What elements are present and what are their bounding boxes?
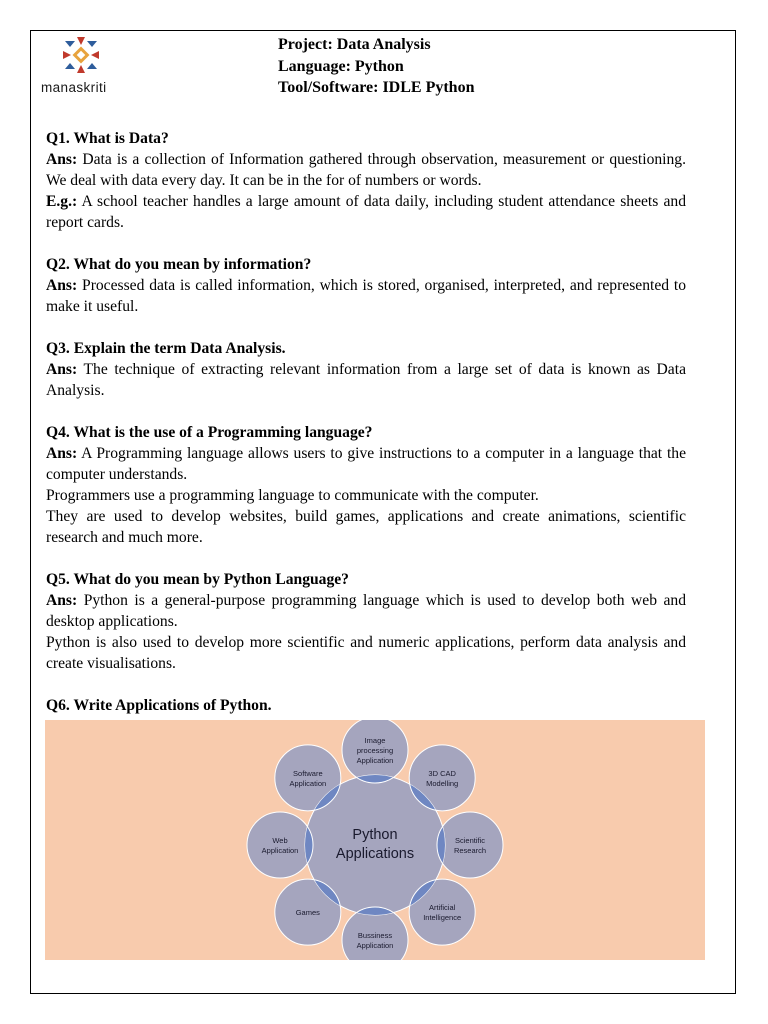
answer-text: A Programming language allows users to give instructions to a computer in a language that the computer understands. [46, 445, 686, 483]
answer-text: Processed data is called information, which is stored, organised, interpreted, and represented to make it useful. [46, 277, 686, 315]
question-6: Q6. Write Applications of Python. [46, 697, 272, 714]
project-title: Project: Data Analysis [278, 36, 431, 53]
node-label: Artificial [429, 903, 456, 913]
logo-text: manaskriti [41, 80, 107, 95]
qa-content [46, 128, 686, 737]
answer-text: Data is a collection of Information gathered through observation, measurement or questioning. We deal with data every day. It can be in the for of numbers or words. [46, 151, 686, 189]
qa-block-1 [46, 128, 686, 233]
ans-label: Ans: [46, 151, 78, 168]
node-circle-6 [247, 812, 313, 878]
tool-title: Tool/Software: IDLE Python [278, 79, 475, 96]
example-text: A school teacher handles a large amount of data daily, including student attendance sheets and report cards. [46, 193, 686, 231]
answer-line-2: Python is also used to develop more scientific and numeric applications, perform data analysis and create visualisations. [46, 634, 686, 672]
qa-block-2 [46, 254, 686, 317]
answer-2 [46, 275, 686, 317]
question-1: Q1. What is Data? [46, 130, 169, 147]
node-label: Web [272, 836, 288, 845]
answer-3 [46, 359, 686, 401]
center-label: Applications [335, 846, 415, 862]
node-label: Modelling [426, 778, 459, 788]
node-label: Application [356, 756, 394, 765]
question-2: Q2. What do you mean by information? [46, 256, 312, 273]
center-label: Python [352, 827, 398, 843]
answer-5 [46, 590, 686, 674]
node-label: 3D CAD [428, 768, 456, 778]
diagram-svg [45, 720, 705, 960]
node-label: Application [261, 846, 299, 855]
question-5: Q5. What do you mean by Python Language? [46, 571, 349, 588]
node-label: Intelligence [423, 913, 462, 923]
qa-block-4 [46, 422, 686, 548]
node-label: Application [356, 941, 394, 950]
answer-line-3: They are used to develop websites, build games, applications and create animations, scientific research and much more. [46, 508, 686, 546]
node-label: Software [293, 768, 323, 778]
node-label: Bussiness [357, 931, 393, 940]
ans-label: Ans: [46, 592, 78, 609]
python-applications-diagram [45, 720, 705, 960]
node-label: Image [364, 736, 386, 745]
answer-line-2: Programmers use a programming language to communicate with the computer. [46, 487, 539, 504]
answer-text: Python is a general-purpose programming language which is used to develop both web and desktop applications. [46, 592, 686, 630]
language-title: Language: Python [278, 57, 404, 75]
node-label: Games [295, 908, 320, 918]
question-3: Q3. Explain the term Data Analysis. [46, 340, 286, 357]
ans-label: Ans: [46, 445, 78, 462]
ans-label: Ans: [46, 361, 78, 378]
node-label: processing [356, 746, 394, 755]
node-label: Application [289, 778, 327, 788]
qa-block-3 [46, 338, 686, 401]
answer-1 [46, 149, 686, 233]
question-4: Q4. What is the use of a Programming language? [46, 424, 373, 441]
qa-block-5 [46, 569, 686, 674]
node-circle-2 [437, 812, 503, 878]
node-label: Scientific [454, 836, 486, 845]
node-label: Research [453, 846, 487, 855]
ans-label: Ans: [46, 277, 78, 294]
qa-block-6 [46, 695, 686, 716]
answer-4 [46, 443, 686, 548]
answer-text: The technique of extracting relevant information from a large set of data is known as Data Analysis. [46, 361, 686, 399]
header [278, 34, 474, 99]
eg-label: E.g.: [46, 193, 78, 210]
